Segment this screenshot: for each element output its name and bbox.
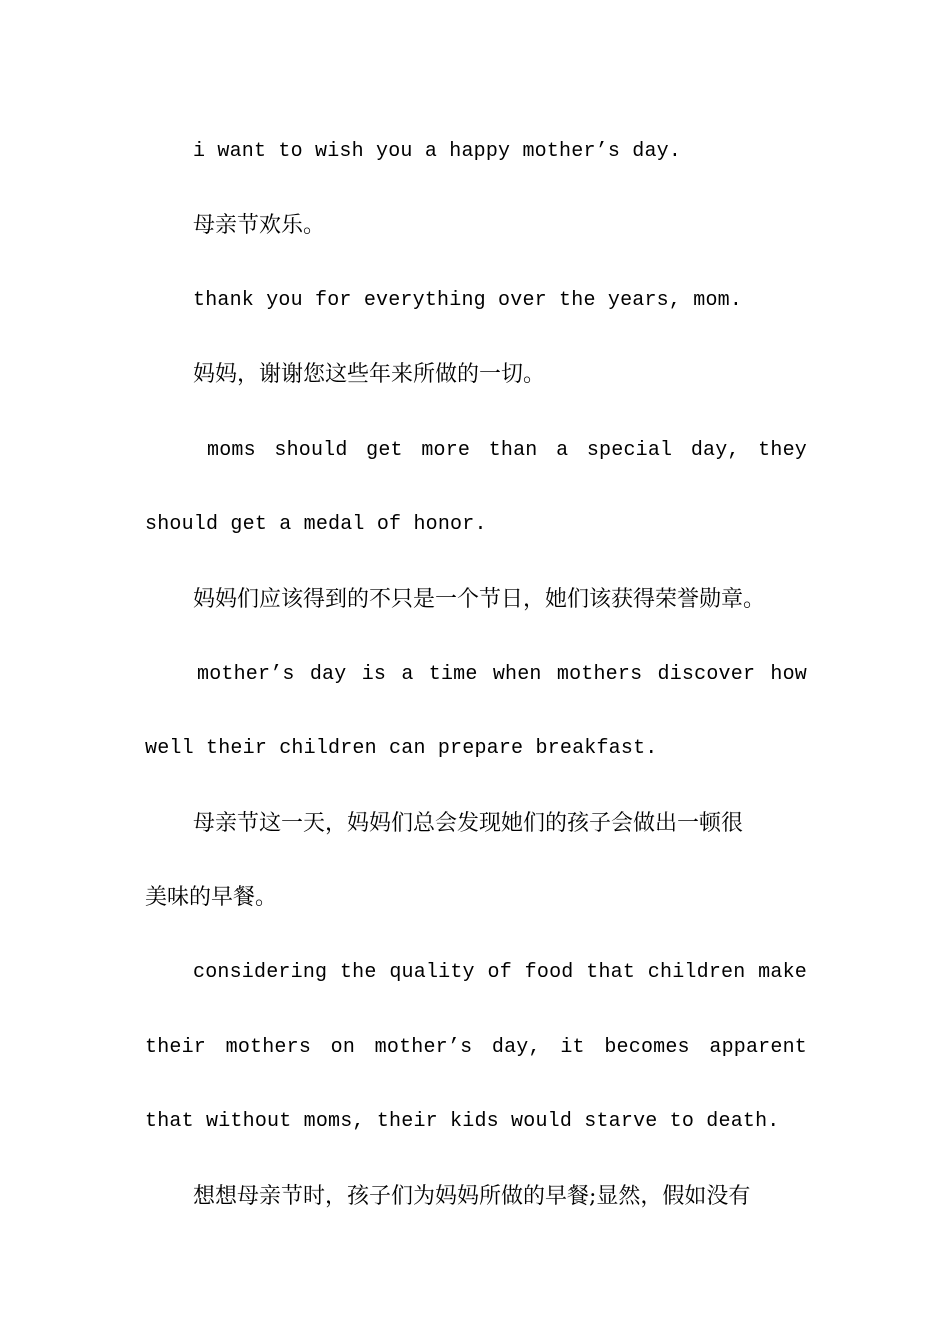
paragraph-line-15: 想想母亲节时，孩子们为妈妈所做的早餐;显然，假如没有 <box>193 1184 751 1209</box>
paragraph-line-5: moms should get more than a special day, they <box>207 439 807 462</box>
paragraph-line-13: their mothers on mother’s day, it becomes apparent <box>145 1036 807 1059</box>
paragraph-line-14: that without moms, their kids would starve to death. <box>145 1110 780 1133</box>
paragraph-line-9: well their children can prepare breakfast. <box>145 737 658 760</box>
paragraph-line-2: 母亲节欢乐。 <box>193 213 326 238</box>
paragraph-line-11: 美味的早餐。 <box>145 885 278 910</box>
paragraph-line-10: 母亲节这一天，妈妈们总会发现她们的孩子会做出一顿很 <box>193 811 744 836</box>
paragraph-line-6: should get a medal of honor. <box>145 513 487 536</box>
paragraph-line-8: mother’s day is a time when mothers discover how <box>197 663 807 686</box>
paragraph-line-4: 妈妈，谢谢您这些年来所做的一切。 <box>193 362 546 387</box>
paragraph-line-1: i want to wish you a happy mother’s day. <box>193 140 682 163</box>
paragraph-line-12: considering the quality of food that children make <box>193 961 807 984</box>
paragraph-line-3: thank you for everything over the years, mom. <box>193 289 743 312</box>
paragraph-line-7: 妈妈们应该得到的不只是一个节日，她们该获得荣誉勋章。 <box>193 587 766 612</box>
